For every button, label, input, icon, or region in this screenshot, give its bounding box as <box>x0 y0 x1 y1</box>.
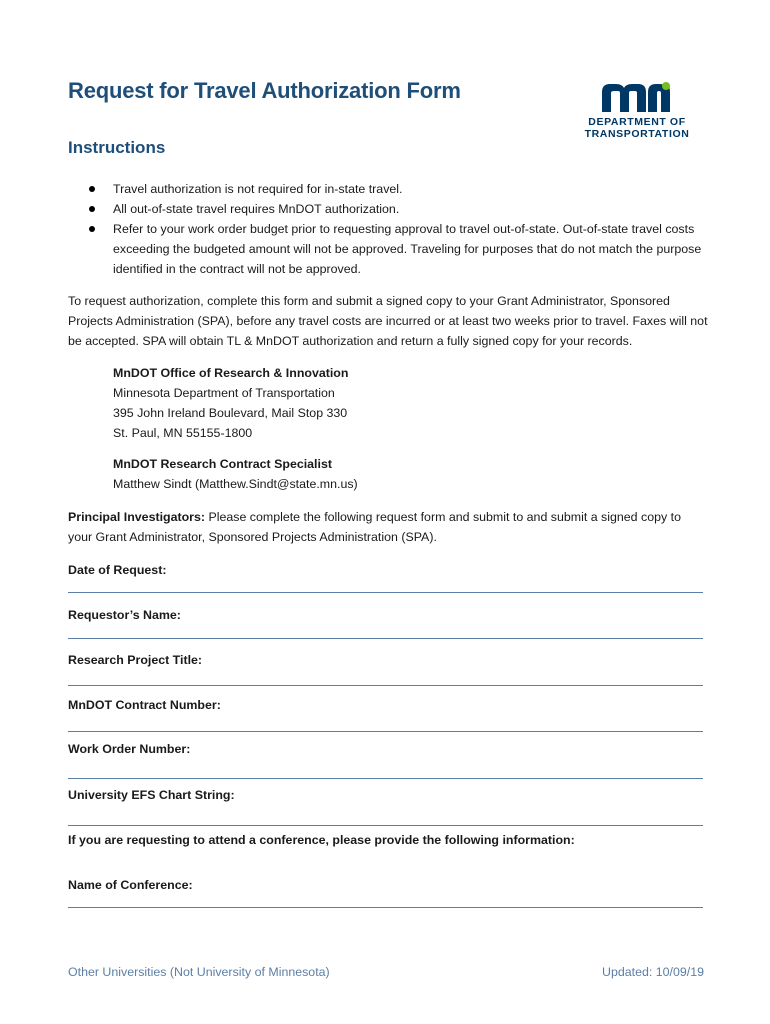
efs-chart-string-field[interactable] <box>68 825 703 826</box>
bullet-icon <box>89 186 95 192</box>
list-item <box>86 199 706 219</box>
pi-label: Principal Investigators: <box>68 510 206 524</box>
list-item <box>86 179 706 199</box>
requestor-name-field[interactable] <box>68 638 703 639</box>
dept-line-2: TRANSPORTATION <box>584 128 690 140</box>
bullet-icon <box>89 226 95 232</box>
requestor-name-label: Requestor’s Name: <box>68 608 181 622</box>
address-line-2: 395 John Ireland Boulevard, Mail Stop 330 <box>113 406 348 420</box>
list-item <box>86 219 706 279</box>
mn-logo-mark-icon <box>600 80 674 112</box>
project-title-label: Research Project Title: <box>68 653 203 667</box>
contract-number-field[interactable] <box>68 731 703 732</box>
project-title-field[interactable] <box>68 685 703 686</box>
contact-block <box>113 454 673 494</box>
bullet-text: Travel authorization is not required for in-state travel. <box>113 182 403 196</box>
address-line-3: St. Paul, MN 55155-1800 <box>113 426 253 440</box>
bullet-text: Refer to your work order budget prior to requesting approval to travel out-of-state. Out-of-state travel costs exceeding the budgeted amount will not be approved. Traveling for purposes that do not match the purpose identified in the contract will not be approved. <box>113 222 702 276</box>
instructions-heading: Instructions <box>68 138 166 157</box>
contact-name-email: Matthew Sindt (Matthew.Sindt@state.mn.us) <box>113 477 358 491</box>
address-line-1: Minnesota Department of Transportation <box>113 386 335 400</box>
pi-text: Please complete the following request form and submit to and submit a signed copy to your Grant Administrator, Sponsored Projects Administration (SPA). <box>68 510 681 544</box>
bullet-icon <box>89 206 95 212</box>
contract-number-label: MnDOT Contract Number: <box>68 698 221 712</box>
date-of-request-field[interactable] <box>68 592 703 593</box>
office-name: MnDOT Office of Research & Innovation <box>113 366 349 380</box>
conference-name-label: Name of Conference: <box>68 878 193 892</box>
instructions-paragraph: To request authorization, complete this form and submit a signed copy to your Grant Administrator, Sponsored Projects Administration (SPA), before any travel costs are incurred or at least two weeks prior to travel. Faxes will not be accepted. SPA will obtain TL & MnDOT authorization and return a fully signed copy for your records. <box>68 294 708 348</box>
contact-title: MnDOT Research Contract Specialist <box>113 457 332 471</box>
efs-chart-string-label: University EFS Chart String: <box>68 788 235 802</box>
department-name <box>576 116 698 140</box>
work-order-number-field[interactable] <box>68 778 703 779</box>
date-of-request-label: Date of Request: <box>68 563 167 577</box>
conference-name-field[interactable] <box>68 907 703 908</box>
pi-note <box>68 507 708 547</box>
footer-left: Other Universities (Not University of Minnesota) <box>68 965 330 979</box>
mndot-logo <box>576 80 698 142</box>
work-order-number-label: Work Order Number: <box>68 742 191 756</box>
office-address-block <box>113 363 673 443</box>
page-title: Request for Travel Authorization Form <box>68 78 461 103</box>
conference-prompt: If you are requesting to attend a conference, please provide the following information: <box>68 833 575 847</box>
footer-updated-date: Updated: 10/09/19 <box>602 965 704 979</box>
bullet-text: All out-of-state travel requires MnDOT authorization. <box>113 202 400 216</box>
dept-line-1: DEPARTMENT OF <box>588 116 686 128</box>
instructions-list <box>86 179 706 279</box>
